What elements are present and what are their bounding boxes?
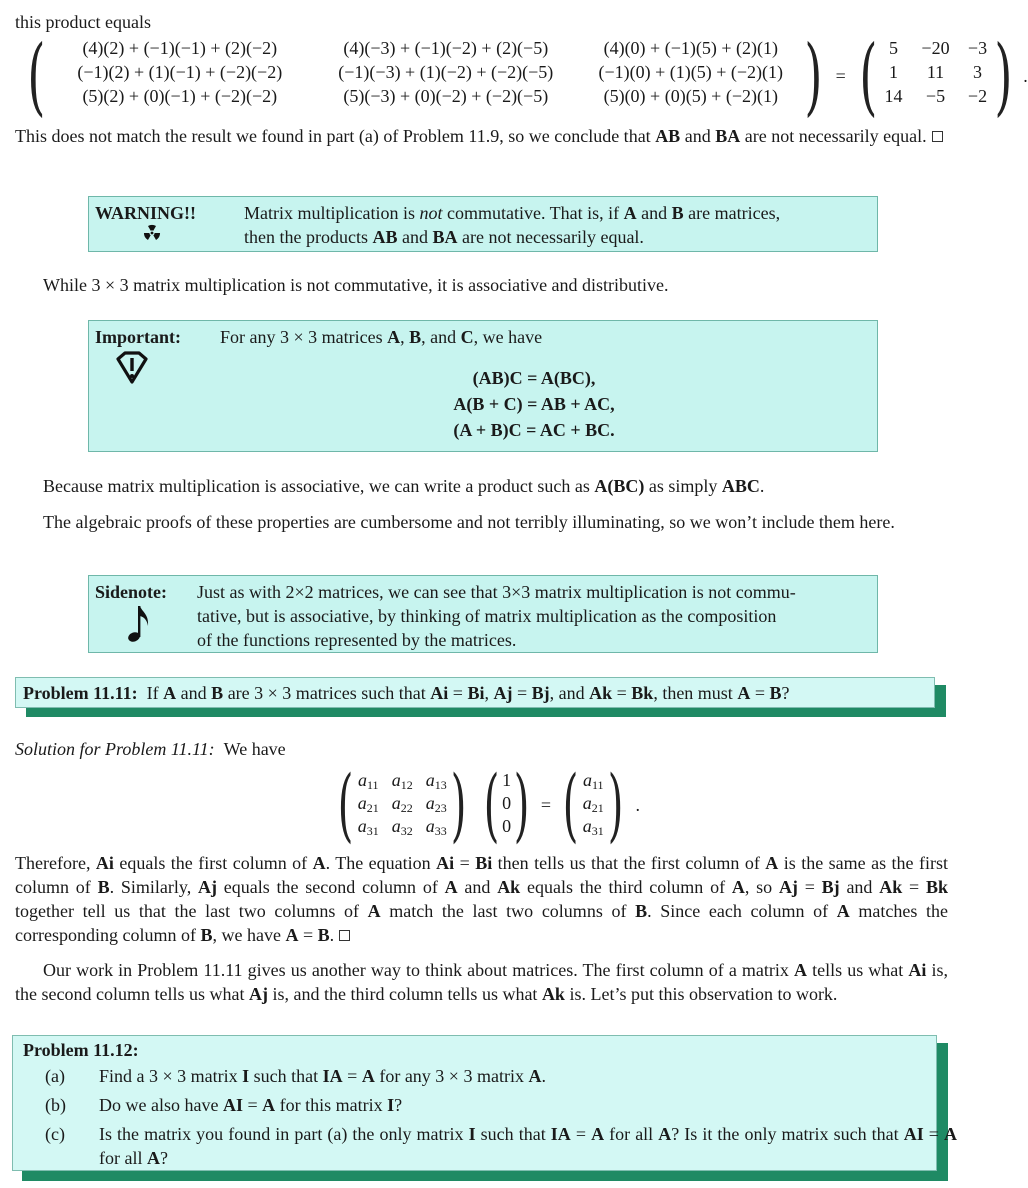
matrix-entry [351,791,385,815]
text: for any 3 × 3 matrix [374,1066,529,1086]
matrix-entry [419,791,453,815]
bold-term: B [769,683,782,703]
bold-term: Bk [631,683,654,703]
important-label: Important: [95,327,181,347]
text: = [570,1124,592,1144]
text: equals the second column of [216,877,445,897]
text: as simply [644,476,722,496]
period: . [1023,66,1028,86]
bold-term: Ak [541,984,565,1004]
subscript: 22 [400,800,413,815]
problem-11-12-box [12,1035,957,1171]
text: . Similarly, [109,877,198,897]
matrix-cell: (−1)(−3) + (1)(−2) + (−2)(−5) [338,62,554,82]
equation: (A + B)C = AC + BC. [453,420,615,440]
emphasis: not [419,203,443,223]
matrix-cell: (−1)(0) + (1)(5) + (−2)(1) [598,62,784,82]
bold-term: A [836,901,850,921]
matrix-cell: (4)(−3) + (−1)(−2) + (2)(−5) [343,38,549,58]
sidenote-text [197,580,873,652]
text: , then must [653,683,738,703]
matrix-cell: 1 [889,62,898,82]
warning-label: WARNING!! [95,203,196,223]
left-paren: ( [27,27,46,125]
text: If [146,683,164,703]
text: then the products [244,227,373,247]
vector-entry [576,814,610,838]
problem-11-11-box [15,677,935,708]
text: = [750,683,770,703]
sidenote-line: Just as with 2×2 matrices, we can see that 3×3 matrix multiplication is not commu- [197,582,796,602]
bold-term: B [671,203,684,223]
text: equals the third column of [520,877,732,897]
subscript: 11 [366,777,379,792]
subscript: 12 [400,777,413,792]
important-equations [89,365,879,443]
equation: A(B + C) = AB + AC, [453,394,615,414]
bold-term: Bj [821,877,840,897]
text: Find a 3 × 3 matrix [99,1066,243,1086]
bold-term: Aj [493,683,513,703]
matrix-entry [385,814,419,838]
italic-term: a [391,815,401,836]
text: = [298,925,318,945]
paragraph-proofs: The algebraic proofs of these properties are cumbersome and not terribly illuminating, so we won’t include them here. [43,512,895,532]
text: . The equation [325,853,437,873]
matrix-cell: 14 [884,86,903,106]
solution-heading [15,737,286,761]
bold-term: Bj [531,683,550,703]
text: Therefore, [15,853,96,873]
warning-line-2 [244,225,874,249]
bold-term: Ak [497,877,521,897]
subscript: 32 [400,823,413,838]
text: . [329,925,335,945]
text: , and [549,683,590,703]
text: commutative. That is, if [442,203,624,223]
italic-term: a [582,769,592,790]
bold-term: AB [372,227,398,247]
text: We have [223,739,286,759]
bold-term: A [163,683,177,703]
matrix-cell: (5)(0) + (0)(5) + (−2)(1) [603,86,778,106]
solution-label: Solution for Problem 11.11: [15,739,215,759]
text: = [448,683,468,703]
matrix-entry [351,768,385,792]
right-paren: ) [608,758,624,851]
bold-term: B [200,925,213,945]
bold-term: Aj [248,984,268,1004]
bold-term: A [591,1124,605,1144]
music-note-icon [127,604,151,644]
text: are 3 × 3 matrices such that [223,683,431,703]
text: for all [99,1148,147,1168]
bold-term: Bi [475,853,493,873]
bold-term: B [409,327,422,347]
matrix-cell: 3 [973,62,982,82]
subscript: 11 [591,777,604,792]
italic-term: a [425,769,435,790]
right-paren: ) [451,758,467,851]
text: , we have [473,327,543,347]
matrix-cell: −3 [967,38,988,58]
matrix-cell: (−1)(2) + (1)(−1) + (−2)(−2) [77,62,283,82]
left-paren: ( [859,27,878,125]
solution-equation [330,758,640,851]
matrix-entry [419,814,453,838]
bold-term: A(BC) [594,476,645,496]
bold-term: A [658,1124,672,1144]
matrix-a-grid [351,768,453,842]
expanded-product-matrix [20,27,830,125]
paragraph-associative: While 3 × 3 matrix multiplication is not commutative, it is associative and distributive. [43,275,669,295]
text: Because matrix multiplication is associative, we can write a product such as [43,476,595,496]
bold-term: A [794,960,808,980]
text: , so [744,877,779,897]
text: are not necessarily equal. [457,227,644,247]
problem-label: Problem 11.11: [23,683,138,703]
problem-label: Problem 11.12: [23,1040,139,1060]
bold-term: A [444,877,458,897]
text: For any 3 × 3 matrices [220,327,388,347]
equals-sign: = [835,66,846,86]
bold-term: B [317,925,330,945]
text: = [242,1095,263,1115]
text: . [759,476,765,496]
part-label: (b) [45,1095,66,1115]
equals-sign: = [540,795,552,815]
text: , we have [212,925,286,945]
result-matrix [852,27,1020,125]
italic-term: a [391,769,401,790]
bold-term: IA [550,1124,571,1144]
bold-term: A [146,1148,160,1168]
bold-term: A [312,853,326,873]
result-grid [877,36,995,116]
text: are not necessarily equal. [740,126,927,146]
problem-11-11-text [23,681,789,705]
bold-term: B [211,683,224,703]
matrix-cell: −2 [967,86,988,106]
italic-term: a [357,769,367,790]
left-paren: ( [337,758,354,851]
bold-term: A [361,1066,375,1086]
vector-entry: 0 [502,815,512,836]
product-equation [20,27,1028,125]
italic-term: a [582,792,592,813]
italic-term: a [425,815,435,836]
left-paren: ( [562,758,579,851]
part-text [99,1064,959,1088]
text: ? Is it the only matrix such that [671,1124,904,1144]
text: . Since each column of [647,901,837,921]
right-paren: ) [804,27,823,125]
subscript: 31 [366,823,379,838]
bold-term: AI [222,1095,243,1115]
bold-term: AB [655,126,681,146]
bold-term: Bk [925,877,948,897]
matrix-cell: (4)(2) + (−1)(−1) + (2)(−2) [82,38,278,58]
expanded-grid [45,36,805,116]
matrix-entry [351,814,385,838]
subscript: 21 [591,800,604,815]
italic-term: a [357,815,367,836]
text: and [636,203,672,223]
bold-term: BA [715,126,741,146]
bold-term: Ak [879,877,903,897]
bold-term: Ai [436,853,455,873]
vector-entry: 0 [502,792,512,813]
text: ? [781,683,790,703]
matrix-cell: (5)(2) + (0)(−1) + (−2)(−2) [82,86,278,106]
bold-term: AI [903,1124,924,1144]
text: , [484,683,494,703]
bold-term: Ai [908,960,927,980]
text: is, and the third column tells us what [267,984,542,1004]
text: , and [421,327,461,347]
text: matches the corresponding column of [15,901,948,945]
matrix-entry [385,768,419,792]
right-paren: ) [513,758,530,851]
bold-term: A [262,1095,276,1115]
text: . [541,1066,546,1086]
italic-term: a [582,815,592,836]
left-paren: ( [484,758,500,851]
part-text [99,1093,959,1117]
bold-term: I [242,1066,250,1086]
text: and [176,683,212,703]
paragraph-therefore [15,851,948,947]
subscript: 31 [591,823,604,838]
matrix-entry [385,791,419,815]
matrix-cell: −5 [925,86,946,106]
part-text [99,1122,957,1170]
text: equals the first column of [113,853,313,873]
text: Our work in Problem 11.11 gives us another way to think about matrices. The first column of a matrix [43,960,795,980]
bold-term: A [387,327,401,347]
equation: (AB)C = A(BC), [472,368,596,388]
vector-entry [576,768,610,792]
text: is, the second column tells us what [15,960,948,1004]
bold-term: I [387,1095,395,1115]
matrix-a [330,758,474,851]
text: Matrix multiplication is [244,203,420,223]
italic-term: a [391,792,401,813]
sidenote-line: of the functions represented by the matrices. [197,630,517,650]
text: This does not match the result we found in part (a) of Problem 11.9, so we conclude that [15,126,656,146]
matrix-cell: 5 [889,38,898,58]
text: and [397,227,433,247]
text: Is the matrix you found in part (a) the only matrix [99,1124,469,1144]
text: for all [604,1124,659,1144]
bold-term: ABC [721,476,760,496]
qed-square-icon [932,131,943,142]
bold-term: Aj [778,877,798,897]
bold-term: A [528,1066,542,1086]
text: then tells us that the first column of [492,853,766,873]
italic-term: a [357,792,367,813]
text: and [839,877,880,897]
subscript: 13 [434,777,447,792]
matrix-cell: (4)(0) + (−1)(5) + (2)(1) [603,38,778,58]
text: Do we also have [99,1095,223,1115]
text: = [512,683,532,703]
italic-term: a [425,792,435,813]
paragraph-conclusion [15,124,948,148]
text: tells us what [807,960,909,980]
sidenote-box [88,575,878,653]
bold-term: B [97,877,110,897]
bold-term: A [944,1124,957,1144]
right-paren: ) [993,27,1012,125]
bold-term: IA [322,1066,343,1086]
important-box [88,320,878,452]
text: together tell us that the last two columns of [15,901,368,921]
text: = [342,1066,362,1086]
warning-box [88,196,878,252]
radiation-icon [143,225,161,241]
bold-term: Ak [589,683,613,703]
text: and [457,877,498,897]
matrix-cell: −20 [921,38,950,58]
text: ? [394,1095,403,1115]
part-label: (a) [45,1066,65,1086]
text: = [923,1124,944,1144]
bold-term: Bi [467,683,485,703]
text: and [680,126,716,146]
subscript: 21 [366,800,379,815]
text: match the last two columns of [380,901,636,921]
subscript: 23 [434,800,447,815]
bold-term: I [468,1124,476,1144]
text: is the same as the first column of [15,853,948,897]
text: is. Let’s put this observation to work. [564,984,838,1004]
text: ? [159,1148,168,1168]
bold-term: A [285,925,299,945]
bold-term: Ai [95,853,114,873]
text: are matrices, [683,203,781,223]
text: = [612,683,632,703]
bold-term: A [367,901,381,921]
bold-term: A [731,877,745,897]
text: = [797,877,822,897]
vector-entry [576,791,610,815]
bold-term: Aj [197,877,217,897]
text: such that [475,1124,551,1144]
intro-text: this product equals [15,12,151,32]
sidenote-line: tative, but is associative, by thinking of matrix multiplication as the composition [197,606,777,626]
matrix-cell: (5)(−3) + (0)(−2) + (−2)(−5) [343,86,549,106]
text: for this matrix [275,1095,388,1115]
bold-term: BA [432,227,458,247]
subscript: 33 [434,823,447,838]
part-label: (c) [45,1124,65,1144]
paragraph-abc [15,474,948,498]
bold-term: Ai [430,683,449,703]
sidenote-label: Sidenote: [95,582,167,602]
result-vector-grid [576,768,610,842]
vector-e1 [476,758,536,851]
text: = [902,877,926,897]
matrix-entry [419,768,453,792]
bold-term: A [737,683,751,703]
warning-line-1 [244,201,874,225]
vector-entry: 1 [502,769,512,790]
bold-term: B [635,901,648,921]
warning-text [244,201,874,249]
text: , [400,327,410,347]
paragraph-our-work [15,958,948,1006]
matrix-cell: 11 [926,62,945,82]
text: such that [249,1066,323,1086]
text: = [454,853,476,873]
period: . [635,795,640,815]
important-intro [220,325,542,349]
result-vector [555,758,631,851]
bold-term: A [765,853,779,873]
bold-term: A [623,203,637,223]
qed-square-icon [339,930,350,941]
bold-term: C [460,327,474,347]
